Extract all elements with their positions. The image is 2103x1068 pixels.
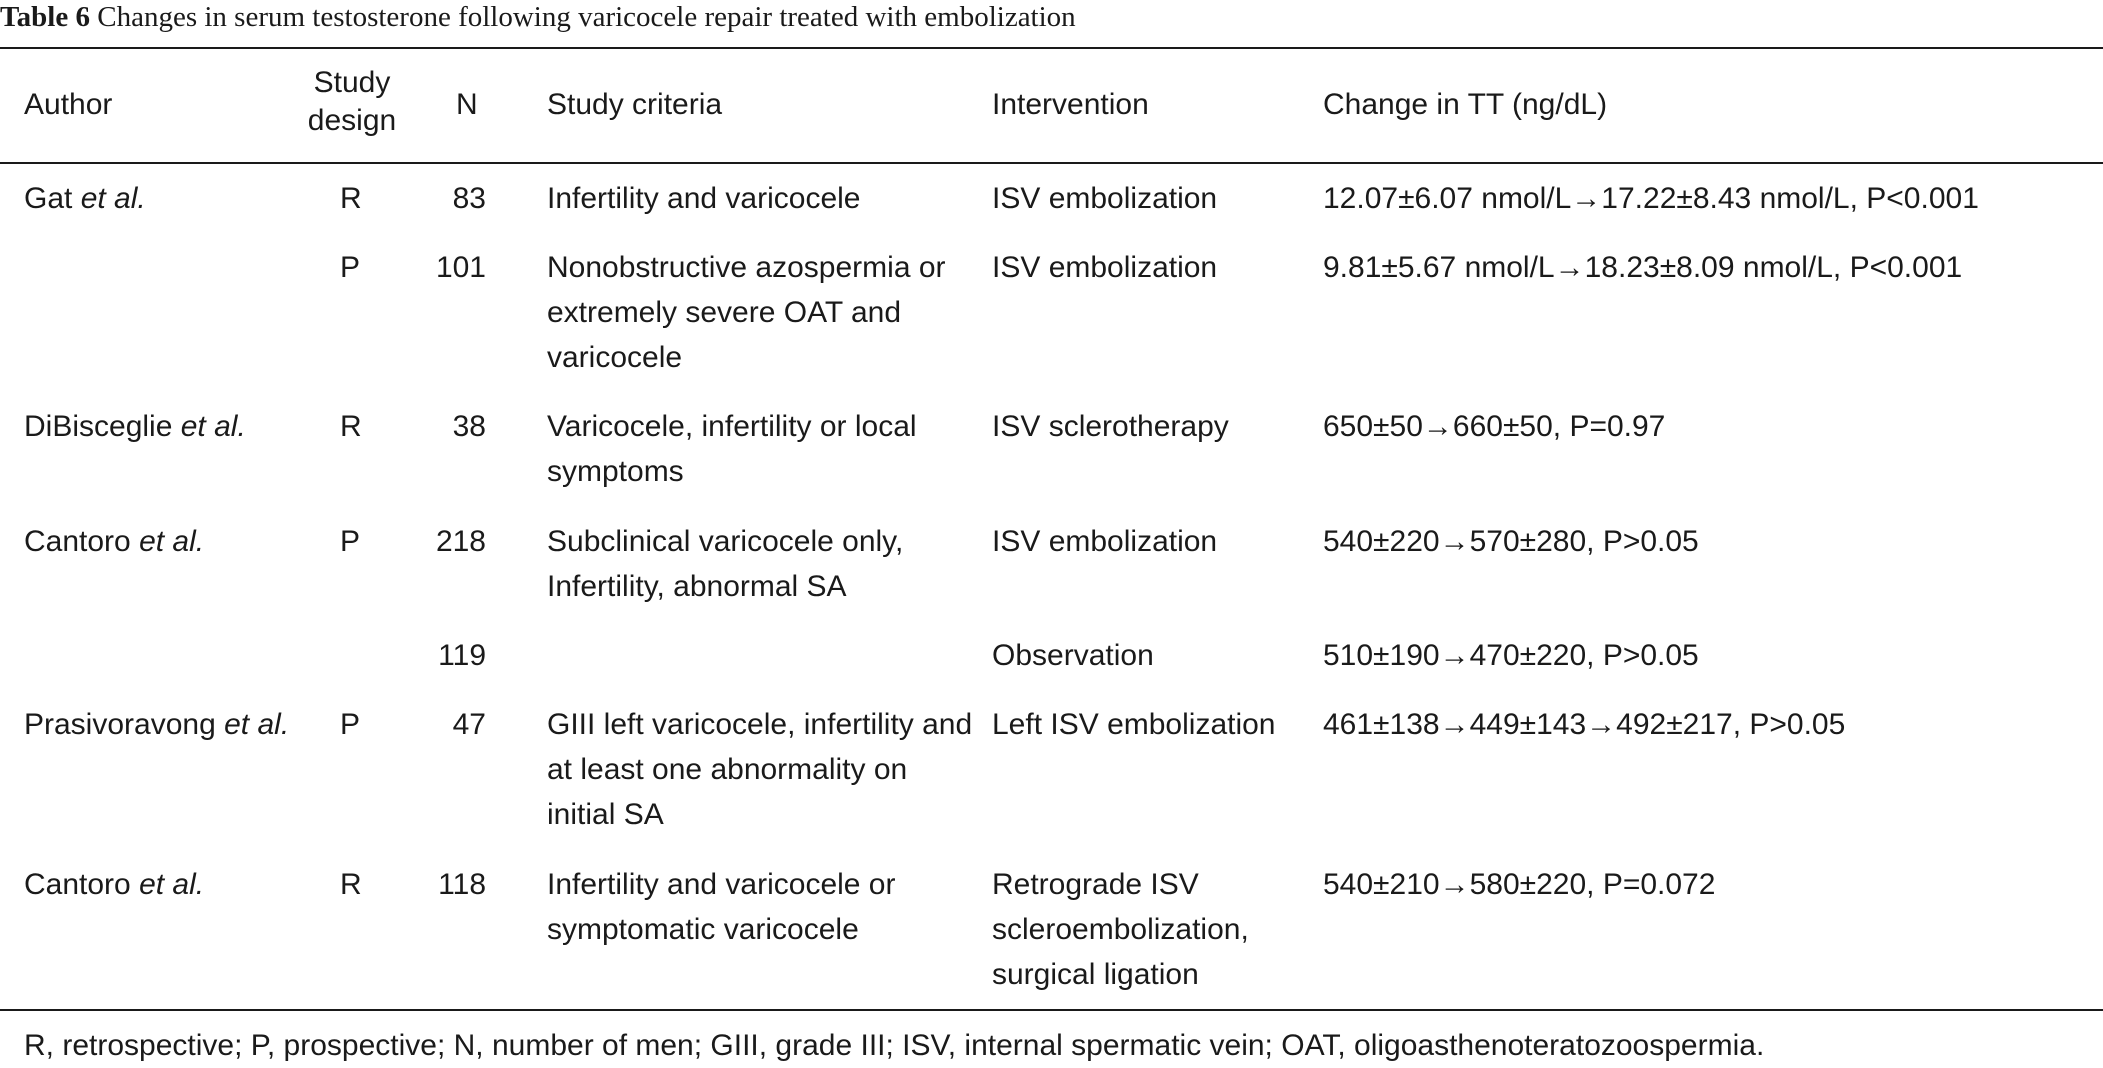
cell-study-criteria: Infertility and varicocele or symptomatic varicocele <box>547 868 896 946</box>
header-change-tt: Change in TT (ng/dL) <box>1323 88 1608 121</box>
cell-study-design: R <box>340 868 362 901</box>
cell-change-tt: 650±50→660±50, P=0.97 <box>1323 410 1666 443</box>
cell-intervention: ISV embolization <box>992 182 1218 215</box>
table-caption <box>0 0 1076 34</box>
author-name: Cantoro <box>24 868 140 901</box>
author-et-al: et al. <box>180 410 246 443</box>
cell-author <box>24 404 294 449</box>
cell-study-criteria: Subclinical varicocele only, Infertility, abnormal SA <box>547 525 904 603</box>
bottom-rule <box>0 1009 2103 1011</box>
cell-study-design: R <box>340 410 362 443</box>
author-et-al: et al. <box>139 868 205 901</box>
cell-change-tt: 12.07±6.07 nmol/L→17.22±8.43 nmol/L, P<0.001 <box>1323 182 1979 215</box>
cell-n: 38 <box>452 410 486 443</box>
header-author: Author <box>24 88 113 121</box>
cell-change-tt: 540±220→570±280, P>0.05 <box>1323 525 1699 558</box>
cell-n: 218 <box>435 525 486 558</box>
cell-intervention: ISV embolization <box>992 251 1218 284</box>
author-name: Gat <box>24 182 81 215</box>
cell-study-design: P <box>340 708 361 741</box>
cell-intervention: Left ISV embolization <box>992 708 1276 741</box>
cell-intervention: Retrograde ISV scleroembolization, surgical ligation <box>992 868 1249 991</box>
cell-study-criteria: Infertility and varicocele <box>547 182 861 215</box>
author-et-al: et al. <box>80 182 146 215</box>
table-title: Changes in serum testosterone following varicocele repair treated with embolization <box>90 1 1076 33</box>
header-intervention: Intervention <box>992 88 1149 121</box>
author-et-al: et al. <box>224 708 290 741</box>
header-rule <box>0 162 2103 164</box>
cell-study-design: P <box>340 251 361 284</box>
author-name: Prasivoravong <box>24 708 225 741</box>
cell-study-criteria: Nonobstructive azospermia or extremely severe OAT and varicocele <box>547 251 946 374</box>
author-et-al: et al. <box>139 525 205 558</box>
cell-author <box>24 519 294 564</box>
header-study-criteria: Study criteria <box>547 88 723 121</box>
cell-change-tt: 510±190→470±220, P>0.05 <box>1323 639 1699 672</box>
cell-author <box>24 176 294 221</box>
cell-study-criteria: Varicocele, infertility or local symptoms <box>547 410 917 488</box>
cell-n: 47 <box>452 708 486 741</box>
cell-change-tt: 9.81±5.67 nmol/L→18.23±8.09 nmol/L, P<0.001 <box>1323 251 1963 284</box>
header-study-design: Study design <box>307 66 397 137</box>
cell-n: 119 <box>438 639 486 672</box>
cell-n: 83 <box>452 182 486 215</box>
cell-n: 101 <box>435 251 486 284</box>
cell-n: 118 <box>438 868 486 901</box>
cell-study-criteria: GIII left varicocele, infertility and at least one abnormality on initial SA <box>547 708 973 831</box>
cell-change-tt: 540±210→580±220, P=0.072 <box>1323 868 1716 901</box>
header-n: N <box>456 88 478 121</box>
cell-study-design: P <box>340 525 361 558</box>
cell-author <box>24 702 294 747</box>
cell-change-tt: 461±138→449±143→492±217, P>0.05 <box>1323 708 1846 741</box>
table-header <box>0 49 2103 162</box>
cell-intervention: ISV sclerotherapy <box>992 410 1229 443</box>
author-name: Cantoro <box>24 525 140 558</box>
cell-intervention: Observation <box>992 639 1154 672</box>
table-footnote: R, retrospective; P, prospective; N, number of men; GIII, grade III; ISV, internal spermatic vein; OAT, oligoasthenoteratozoospermia. <box>24 1029 1765 1062</box>
cell-intervention: ISV embolization <box>992 525 1218 558</box>
cell-study-design: R <box>340 182 362 215</box>
table-number: Table 6 <box>0 1 90 33</box>
author-name: DiBisceglie <box>24 410 181 443</box>
cell-author <box>24 862 294 907</box>
